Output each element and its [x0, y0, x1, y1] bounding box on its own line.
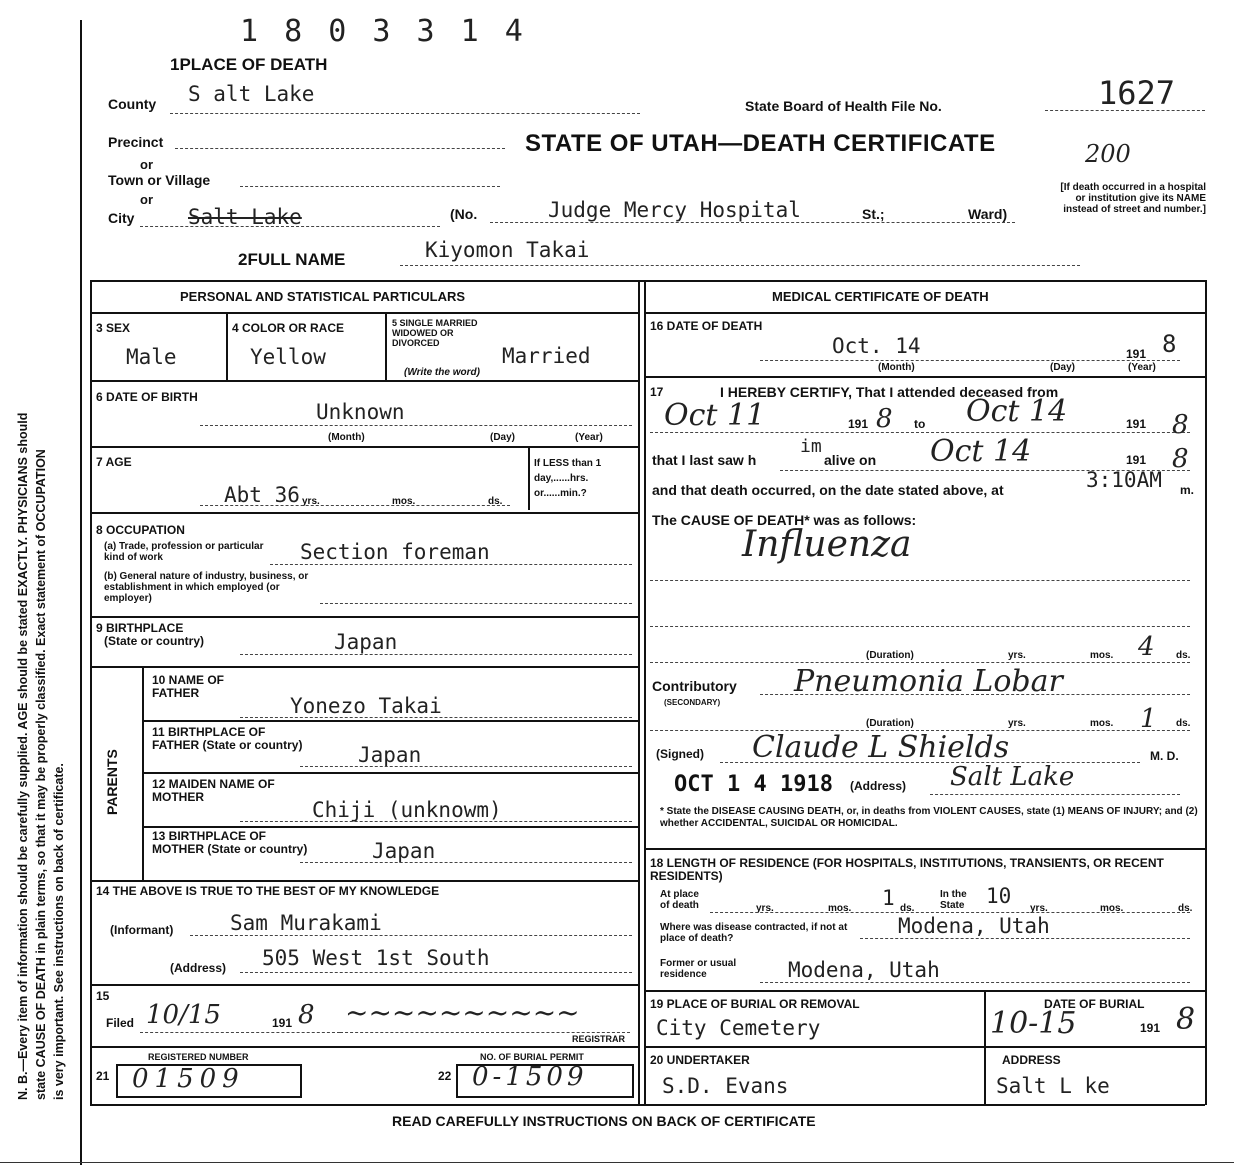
dob-label: 6 DATE OF BIRTH [96, 390, 198, 404]
occupation-b-label: (b) General nature of industry, business, or establishment in which employed (or employer) [104, 571, 309, 604]
hospital-name: Judge Mercy Hospital [548, 198, 801, 222]
father-name-label: 10 NAME OF FATHER [152, 673, 225, 700]
informant-address-label: (Address) [170, 961, 227, 975]
less-than-day: If LESS than 1 day,......hrs. or......min.? [534, 458, 602, 499]
file-label: State Board of Health File No. [745, 98, 942, 114]
signed-label: (Signed) [656, 747, 704, 761]
burial-year-prefix: 191 [1140, 1021, 1161, 1035]
box21-label: 21 [96, 1069, 110, 1083]
reg-number-value: 01509 [132, 1064, 245, 1094]
parents-label: PARENTS [104, 749, 120, 815]
burial-place-label: 19 PLACE OF BURIAL OR REMOVAL [650, 997, 860, 1011]
st-label: St.; [862, 206, 885, 222]
in-state-yrs-value: 10 [986, 884, 1012, 908]
residence-label: 18 LENGTH OF RESIDENCE (FOR HOSPITALS, INSTITUTIONS, TRANSIENTS, OR RECENT RESIDENTS) [650, 856, 1164, 883]
last-saw-year: 8 [1172, 444, 1189, 474]
town-label: Town or Village [108, 172, 211, 188]
knowledge-label: 14 THE ABOVE IS TRUE TO THE BEST OF MY KNOWLEDGE [96, 884, 440, 898]
burial-place-value: City Cemetery [656, 1016, 821, 1040]
former-residence-value: Modena, Utah [788, 958, 940, 982]
side-instructions-2: state CAUSE OF DEATH in plain terms, so that it may be properly classified. Exact statement of OCCUPATION [34, 449, 48, 1100]
to-label: to [914, 417, 926, 431]
registrar-label: REGISTRAR [572, 1034, 626, 1044]
contrib-mos-label: mos. [1090, 718, 1114, 729]
certificate-title: STATE OF UTAH—DEATH CERTIFICATE [525, 130, 996, 157]
dod-year: 8 [1162, 330, 1177, 358]
side-instructions-3: is very important. See instructions on back of certificate. [52, 763, 66, 1100]
county-value: S alt Lake [188, 82, 315, 106]
age-yrs: yrs. [302, 496, 320, 507]
md-label: M. D. [1150, 749, 1179, 763]
occupation-value: Section foreman [300, 540, 490, 564]
physician-signature: Claude L Shields [752, 730, 1010, 765]
city-label: City [108, 210, 135, 226]
cause-duration-mos: 4 [1138, 632, 1155, 662]
stamp-date: OCT 1 4 1918 [674, 772, 833, 797]
place-of-death-heading: 1PLACE OF DEATH [170, 55, 328, 74]
filed-year: 8 [298, 1000, 315, 1030]
res-mos-label: mos. [828, 903, 852, 914]
contrib-duration-mos: 1 [1140, 704, 1157, 734]
contracted-label: Where was disease contracted, if not at place of death? [660, 922, 848, 944]
full-name-value: Kiyomon Takai [425, 238, 590, 262]
informant-address-value: 505 West 1st South [262, 946, 490, 970]
contributory-label: Contributory [652, 678, 737, 694]
sex-value: Male [126, 345, 177, 369]
dod-label: 16 DATE OF DEATH [650, 319, 763, 333]
birthplace-label: 9 BIRTHPLACE [96, 621, 184, 635]
undertaker-address-label: ADDRESS [1002, 1053, 1061, 1067]
physician-address-value: Salt Lake [950, 762, 1075, 792]
county-label: County [108, 96, 157, 112]
ward-label: Ward) [968, 206, 1008, 222]
res-days-value: 1 [882, 886, 895, 910]
hospital-note: [If death occurred in a hospital or institution give its NAME instead of street and number.] [1060, 182, 1206, 215]
in-state-label: In the State [940, 889, 967, 911]
file-number: 1627 [1098, 74, 1176, 112]
physician-address-label: (Address) [850, 779, 907, 793]
age-value: Abt 36 [224, 483, 300, 507]
from-year-prefix: 191 [848, 417, 869, 431]
last-saw-year-prefix: 191 [1126, 453, 1147, 467]
handwritten-200: 200 [1085, 140, 1131, 168]
filed-label: Filed [106, 1016, 135, 1030]
street-number-label: (No. [450, 206, 478, 222]
cause-label: The CAUSE OF DEATH* was as follows: [652, 512, 917, 528]
age-ds: ds. [488, 496, 503, 507]
last-saw-label: that I last saw h [652, 452, 757, 468]
father-birthplace-value: Japan [358, 743, 422, 767]
dob-month-caption: (Month) [328, 432, 365, 443]
attended-to-date: Oct 14 [966, 394, 1068, 429]
marital-label: 5 SINGLE MARRIED WIDOWED OR DIVORCED [392, 318, 478, 348]
to-year-prefix: 191 [1126, 417, 1147, 431]
last-saw-date: Oct 14 [930, 434, 1032, 469]
burial-year: 8 [1176, 1002, 1196, 1037]
state-ds-label: ds. [1178, 903, 1193, 914]
burial-permit-value: 0-1509 [472, 1062, 588, 1092]
state-mos-label: mos. [1100, 903, 1124, 914]
undertaker-value: S.D. Evans [662, 1074, 789, 1098]
cause-footnote: * State the DISEASE CAUSING DEATH, or, in deaths from VIOLENT CAUSES, state (1) MEANS OF INJURY; and (2) whether ACCIDENTAL, SUICIDAL OR HOMICIDAL. [660, 806, 1198, 829]
state-yrs-label: yrs. [1030, 903, 1048, 914]
cause-yrs-label: yrs. [1008, 650, 1026, 661]
mother-name-value: Chiji (unknowm) [312, 798, 502, 822]
race-label: 4 COLOR OR RACE [232, 321, 345, 335]
sex-label: 3 SEX [96, 321, 131, 335]
contrib-ds-label: ds. [1176, 718, 1191, 729]
dob-value: Unknown [316, 400, 405, 424]
reg-number-label: REGISTERED NUMBER [148, 1052, 249, 1062]
at-place-label: At place of death [660, 889, 699, 911]
filed-year-prefix: 191 [272, 1016, 293, 1030]
last-saw-him: im [800, 436, 822, 457]
dod-year-caption: (Year) [1128, 362, 1156, 373]
secondary-label: (SECONDARY) [664, 698, 721, 707]
mother-name-label: 12 MAIDEN NAME OF MOTHER [152, 777, 275, 804]
medical-header: MEDICAL CERTIFICATE OF DEATH [772, 289, 989, 304]
marital-note: (Write the word) [404, 367, 480, 378]
mother-birthplace-label: 13 BIRTHPLACE OF MOTHER (State or country) [152, 829, 308, 856]
certificate-number: 1 8 0 3 3 1 4 [240, 14, 527, 49]
alive-on-label: alive on [824, 452, 877, 468]
cause-duration-label: (Duration) [866, 650, 914, 661]
precinct-label: Precinct [108, 134, 164, 150]
box22-label: 22 [438, 1069, 452, 1083]
certify-number: 17 [650, 385, 664, 399]
former-residence-label: Former or usual residence [660, 958, 737, 980]
registrar-signature: ~~~~~~~~~~ [345, 996, 580, 1029]
burial-date-value: 10-15 [990, 1006, 1077, 1041]
res-ds-label: ds. [900, 903, 915, 914]
dod-value: Oct. 14 [832, 334, 921, 358]
undertaker-label: 20 UNDERTAKER [650, 1053, 750, 1067]
contracted-value: Modena, Utah [898, 914, 1050, 938]
attended-from-date: Oct 11 [664, 398, 766, 433]
contributory-value: Pneumonia Lobar [794, 664, 1063, 699]
marital-value: Married [502, 344, 591, 368]
dob-day-caption: (Day) [490, 432, 516, 443]
dod-month-caption: (Month) [878, 362, 915, 373]
burial-permit-label: NO. OF BURIAL PERMIT [480, 1052, 584, 1062]
burial-date-label: DATE OF BURIAL [1044, 997, 1145, 1011]
m-label: m. [1180, 483, 1195, 497]
to-year: 8 [1172, 410, 1189, 440]
time-of-death: 3:10AM [1086, 468, 1162, 492]
occupation-label: 8 OCCUPATION [96, 523, 185, 537]
dob-year-caption: (Year) [575, 432, 603, 443]
full-name-label: 2FULL NAME [238, 250, 346, 269]
birthplace-value: Japan [334, 630, 398, 654]
father-birthplace-label: 11 BIRTHPLACE OF FATHER (State or country) [152, 725, 303, 752]
contrib-duration-label: (Duration) [866, 718, 914, 729]
undertaker-address-value: Salt L ke [996, 1074, 1110, 1098]
father-name-value: Yonezo Takai [290, 694, 442, 718]
dod-year-prefix: 191 [1126, 347, 1147, 361]
cause-mos-label: mos. [1090, 650, 1114, 661]
cause-ds-label: ds. [1176, 650, 1191, 661]
or-label-1: or [140, 157, 153, 172]
res-yrs-label: yrs. [756, 903, 774, 914]
mother-birthplace-value: Japan [372, 839, 436, 863]
contrib-yrs-label: yrs. [1008, 718, 1026, 729]
race-value: Yellow [250, 345, 326, 369]
from-year: 8 [876, 404, 893, 434]
occurred-label: and that death occurred, on the date stated above, at [652, 482, 1004, 498]
personal-header: PERSONAL AND STATISTICAL PARTICULARS [180, 289, 466, 304]
or-label-2: or [140, 192, 153, 207]
city-value: Salt Lake [188, 205, 302, 229]
informant-value: Sam Murakami [230, 911, 382, 935]
filed-number: 15 [96, 989, 110, 1003]
cause-value: Influenza [742, 524, 912, 565]
side-instructions-1: N. B.—Every item of information should be carefully supplied. AGE should be stated EXACTLY. PHYSICIANS should [16, 412, 30, 1100]
occupation-a-label: (a) Trade, profession or particular kind of work [104, 541, 264, 563]
birthplace-sub: (State or country) [104, 634, 205, 648]
age-mos: mos. [392, 496, 416, 507]
filed-date: 10/15 [146, 1000, 221, 1030]
informant-label: (Informant) [110, 923, 174, 937]
certify-text: I HEREBY CERTIFY, That I attended deceased from [720, 384, 1059, 400]
age-label: 7 AGE [96, 455, 132, 469]
footer-instruction: READ CAREFULLY INSTRUCTIONS ON BACK OF CERTIFICATE [392, 1113, 816, 1129]
dod-day-caption: (Day) [1050, 362, 1076, 373]
